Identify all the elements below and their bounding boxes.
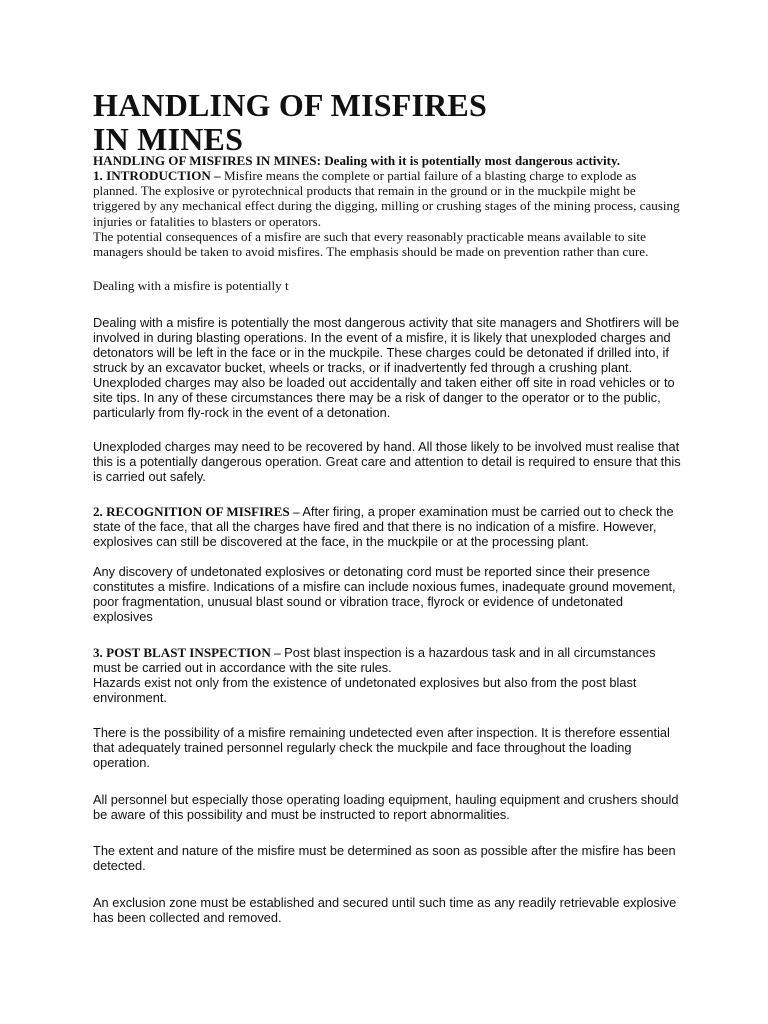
post-blast-paragraph [93,645,683,675]
truncated-line: Dealing with a misfire is potentially t [93,278,289,293]
extent-paragraph: The extent and nature of the misfire must be determined as soon as possible after the misfire has been detected. [93,843,676,873]
post-blast-heading: 3. POST BLAST INSPECTION – [93,645,281,660]
intro-paragraph [93,168,683,229]
intro-paragraph-2: The potential consequences of a misfire are such that every reasonably practicable means available to site managers should be taken to avoid misfires. The emphasis should be made on prevention rather than cure. [93,229,649,260]
document-title [93,88,487,156]
recognition-heading: 2. RECOGNITION OF MISFIRES – [93,504,300,519]
intro-heading: 1. INTRODUCTION – [93,168,221,183]
title-line-1: HANDLING OF MISFIRES [93,87,487,123]
recognition-paragraph [93,504,683,549]
recognition-paragraph-2: Any discovery of undetonated explosives or detonating cord must be reported since their presence constitutes a misfire. Indications of a misfire can include noxious fumes, inadequate ground movement, poor fragmentation, unusual blast sound or vibration trace, flyrock or evidence of undetonated explosives [93,564,676,624]
intro-text: Misfire means the complete or partial failure of a blasting charge to explode as planned. The explosive or pyrotechnical products that remain in the ground or in the muckpile might be triggered by any mechanical effect during the digging, milling or crushing stages of the mining process, causing injuries or fatalities to blasters or operators. [93,168,680,229]
post-blast-paragraph-2: Hazards exist not only from the existence of undetonated explosives but also from the post blast environment. [93,675,637,705]
document-subtitle: HANDLING OF MISFIRES IN MINES: Dealing with it is potentially most dangerous activity. [93,153,621,168]
exclusion-paragraph: An exclusion zone must be established and secured until such time as any readily retrievable explosive has been collected and removed. [93,895,677,925]
recognition-text: After firing, a proper examination must be carried out to check the state of the face, that all the charges have fired and that there is no indication of a misfire. However, explosives can still be discovered at the face, in the muckpile or at the processing plant. [93,504,674,549]
personnel-paragraph: All personnel but especially those operating loading equipment, hauling equipment and crushers should be aware of this possibility and must be instructed to report abnormalities. [93,792,679,822]
possibility-paragraph: There is the possibility of a misfire remaining undetected even after inspection. It is therefore essential that adequately trained personnel regularly check the muckpile and face throughout the loading operation. [93,725,670,770]
title-line-2: IN MINES [93,121,244,157]
unexploded-paragraph: Unexploded charges may need to be recovered by hand. All those likely to be involved must realise that this is a potentially dangerous operation. Great care and attention to detail is required to ensure that this is carried out safely. [93,439,681,484]
post-blast-text: Post blast inspection is a hazardous task and in all circumstances must be carried out in accordance with the site rules. [93,645,656,675]
dealing-paragraph: Dealing with a misfire is potentially the most dangerous activity that site managers and Shotfirers will be involved in during blasting operations. In the event of a misfire, it is likely that unexploded charges and detonators will be left in the face or in the muckpile. These charges could be detonated if drilled into, if struck by an excavator bucket, wheels or tracks, or if inadvertently fed through a crushing plant. Unexploded charges may also be loaded out accidentally and taken either off site in road vehicles or to site tips. In any of these circumstances there may be a risk of danger to the operator or to the public, particularly from fly-rock in the event of a detonation. [93,315,680,420]
